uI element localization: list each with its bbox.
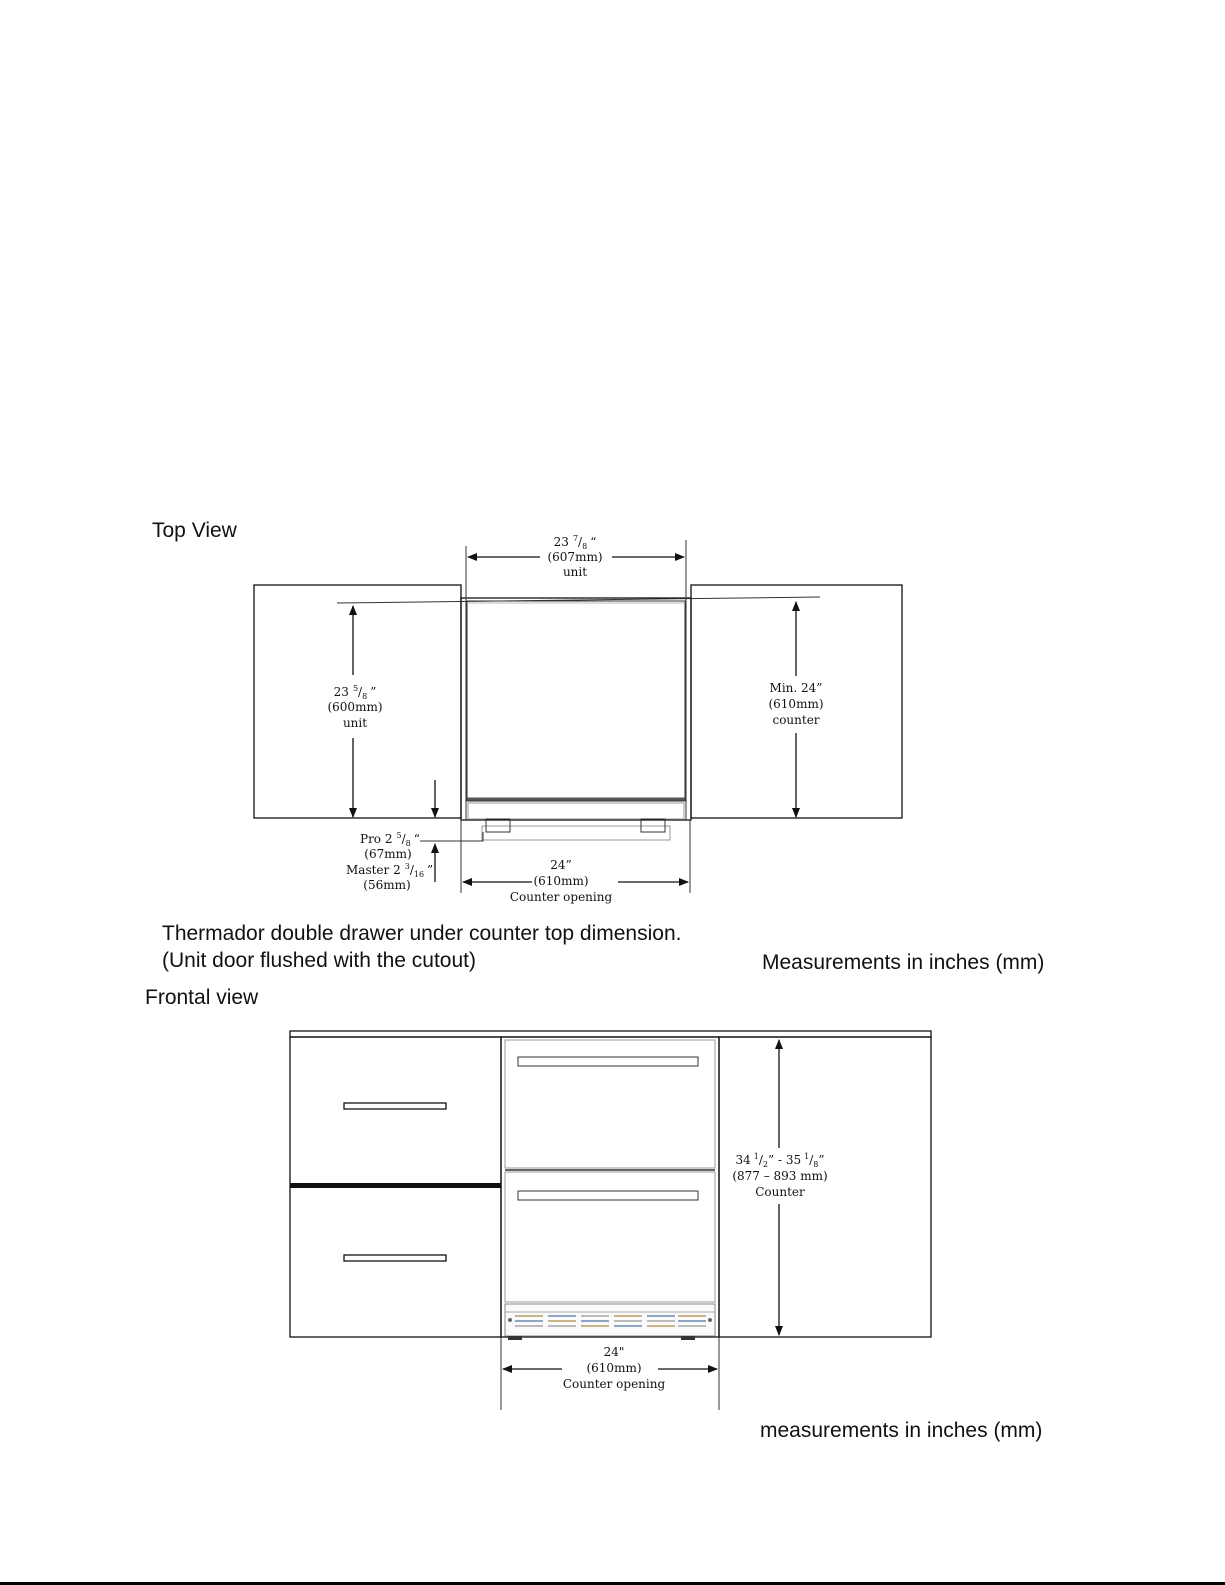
units-note-top: Measurements in inches (mm) [762,951,1045,974]
frontal-view-drawing [290,1031,931,1410]
top-view-drawing [254,534,902,904]
cabinet-drawer-divider [290,1183,501,1188]
top-view-title: Top View [152,519,237,542]
counter-height-inches: 34 $^1/_2$” - 35 $^1/_8$” [735,1152,825,1169]
counter-cutout [461,598,691,820]
right-cabinet [719,1037,931,1337]
counter-depth-mm: (610mm) [768,697,824,711]
unit-depth-label: unit [342,716,368,730]
units-note-front: measurements in inches (mm) [760,1419,1043,1442]
countertop [290,1031,931,1037]
pro-offset-mm: (67mm) [364,847,412,861]
unit-width-mm: (607mm) [547,550,603,564]
pro-offset-inches: Pro 2 $^5/_8$ “ [360,831,420,848]
unit-depth-mm: (600mm) [327,700,383,714]
pro-leader-line [420,832,483,841]
opening-label: Counter opening [509,890,613,904]
master-offset-mm: (56mm) [363,878,411,892]
opening-inches: 24” [550,858,572,872]
front-opening-label: Counter opening [562,1377,666,1391]
front-opening-mm: (610mm) [586,1361,642,1375]
cabinet-upper-handle [344,1103,446,1109]
unit-body [467,601,685,801]
upper-drawer [505,1040,715,1168]
cabinet-lower-handle [344,1255,446,1261]
caption-line-1: Thermador double drawer under counter top dimension. [162,922,682,945]
counter-depth-inches: Min. 24” [769,681,823,695]
unit-width-inches: 23 $^7/_8$ “ [553,534,597,551]
front-opening-inches: 24" [603,1345,625,1359]
unit-depth-inches: 23 $^5/_8$ ” [333,684,377,701]
counter-height-mm: (877 – 893 mm) [732,1169,828,1183]
opening-mm: (610mm) [533,874,589,888]
drawer-unit [501,1037,719,1337]
lower-drawer-handle [518,1191,698,1200]
upper-drawer-handle [518,1057,698,1066]
master-offset-inches: Master 2 $^3/_{16}$ ” [346,862,434,879]
counter-height-label: Counter [755,1185,805,1199]
counter-depth-label: counter [772,713,820,727]
drawer-front [468,803,684,819]
caption-line-2: (Unit door flushed with the cutout) [162,949,476,972]
kick-grille [505,1304,715,1340]
unit-width-label: unit [562,565,588,579]
frontal-view-title: Frontal view [145,986,259,1009]
